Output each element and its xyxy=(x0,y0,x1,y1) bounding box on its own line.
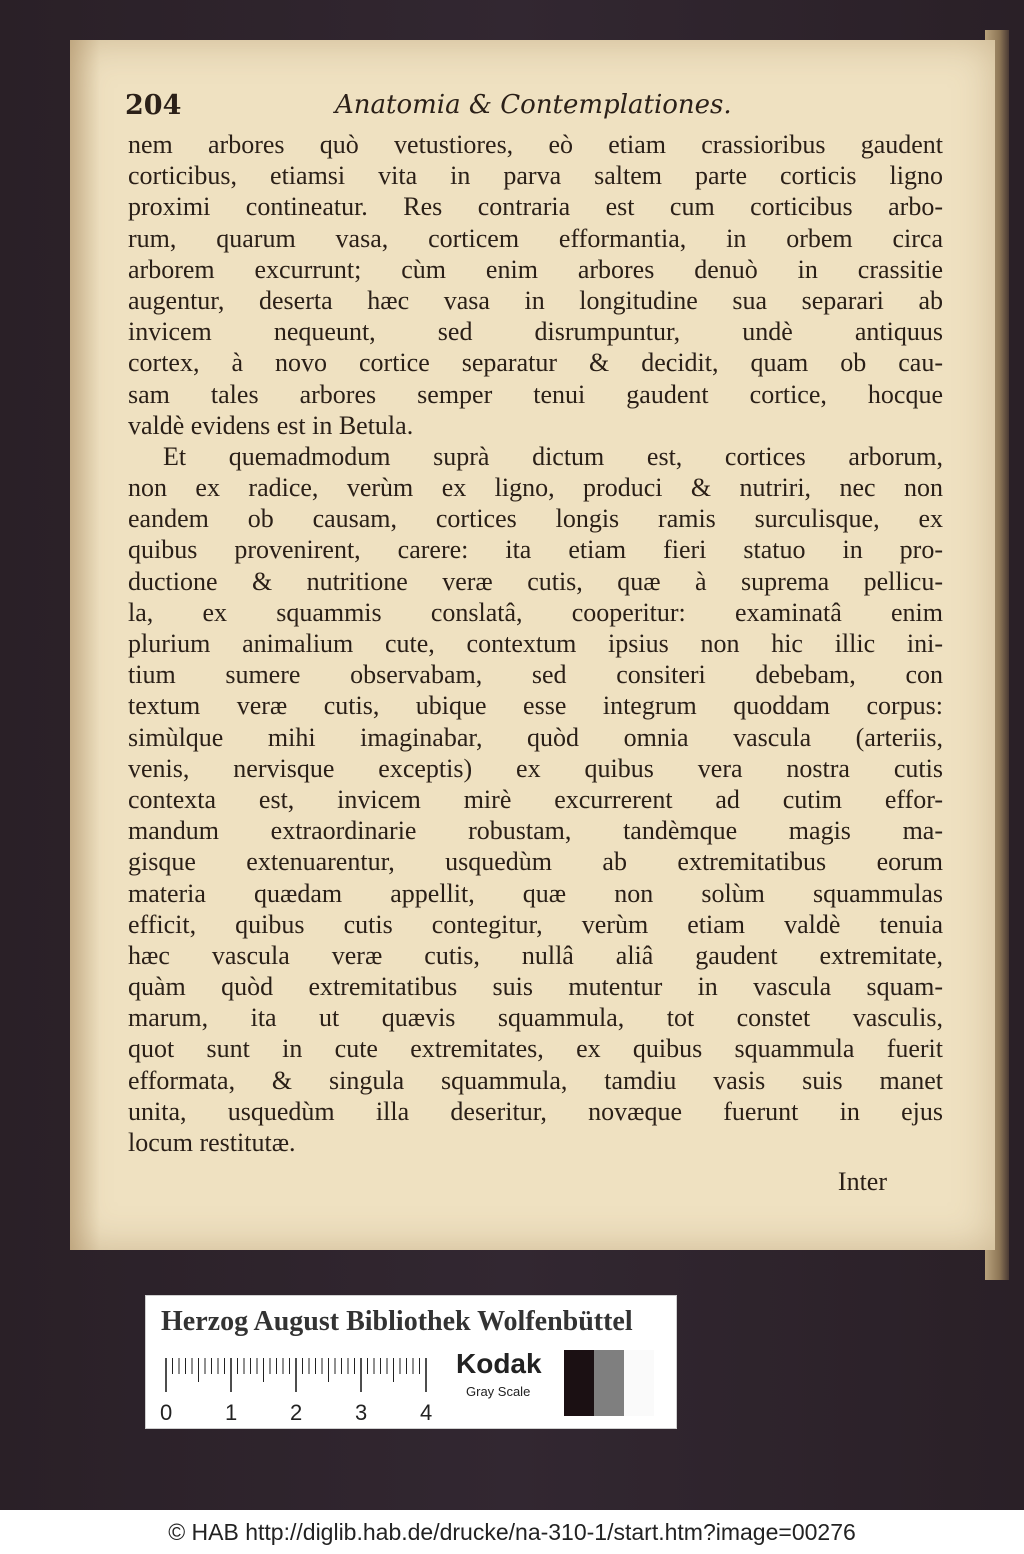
text-line: venis, nervisque exceptis) ex quibus vera nostra cutis xyxy=(128,753,943,783)
footer-credit: © HAB http://diglib.hab.de/drucke/na-310-1/start.htm?image=00276 xyxy=(0,1510,1024,1554)
text-line: quot sunt in cute extremitates, ex quibus squammula fuerit xyxy=(128,1034,943,1064)
text-line: eandem ob causam, cortices longis ramis surculisque, ex xyxy=(128,504,943,534)
ruler-label: 0 xyxy=(160,1400,173,1425)
text-line: rum, quarum vasa, corticem efformantia, in orbem circa xyxy=(128,223,943,253)
text-line: nem arbores quò vetustiores, eò etiam crassioribus gaudent xyxy=(128,130,943,159)
text-line: sam tales arbores semper tenui gaudent cortice, hocque xyxy=(128,379,943,409)
text-line: marum, ita ut quævis squammula, tot constet vasculis, xyxy=(128,1003,943,1033)
gray-swatch xyxy=(594,1350,624,1416)
text-line: augentur, deserta hæc vasa in longitudine sua separari ab xyxy=(128,285,943,315)
text-line: non ex radice, verùm ex ligno, produci & nutriri, nec non xyxy=(128,473,943,503)
text-line: invicem nequeunt, sed disrumpuntur, undè antiquus xyxy=(128,317,943,347)
book-page xyxy=(70,40,995,1250)
ruler-label: 3 xyxy=(355,1400,368,1425)
text-line: efficit, quibus cutis contegitur, verùm etiam valdè tenuia xyxy=(128,909,943,939)
catchword: Inter xyxy=(837,1167,887,1196)
text-line: hæc vascula veræ cutis, nullâ aliâ gaudent extremitate, xyxy=(128,940,943,970)
ruler-labels xyxy=(154,1400,444,1426)
ruler-scale xyxy=(164,1358,434,1394)
text-line: locum restitutæ. xyxy=(128,1128,296,1157)
text-line: contexta est, invicem mirè excurrerent ad cutim effor- xyxy=(128,784,943,814)
text-line: materia quædam appellit, quæ non solùm squammulas xyxy=(128,878,943,908)
page-header xyxy=(125,90,945,130)
text-line: unita, usquedùm illa deseritur, novæque fuerunt in ejus xyxy=(128,1096,943,1126)
kodak-logo: Kodak xyxy=(456,1348,542,1379)
gray-swatch xyxy=(564,1350,594,1416)
text-line: valdè evidens est in Betula. xyxy=(128,410,414,440)
text-line: plurium animalium cute, contextum ipsius non hic illic ini- xyxy=(128,629,943,658)
text-line: cortex, à novo cortice separatur & decidit, quam ob cau- xyxy=(128,348,943,378)
page-number: 204 xyxy=(125,90,182,121)
gray-scale-label: Gray Scale xyxy=(466,1384,531,1399)
text-line: ductione & nutritione veræ cutis, quæ à suprema pellicu- xyxy=(128,566,943,596)
text-line: quibus provenirent, carere: ita etiam fieri statuo in pro- xyxy=(128,535,943,565)
text-line: corticibus, etiamsi vita in parva saltem parte corticis ligno xyxy=(128,161,943,191)
ruler-label: 1 xyxy=(225,1400,238,1425)
color-calibration-card xyxy=(145,1295,677,1429)
text-line: quàm quòd extremitatibus suis mutentur in vascula squam- xyxy=(128,972,943,1002)
text-line: efformata, & singula squammula, tamdiu vasis suis manet xyxy=(128,1065,943,1095)
text-line: arborem excurrunt; cùm enim arbores denuò in crassitie xyxy=(128,254,943,284)
library-name: Herzog August Bibliothek Wolfenbüttel xyxy=(161,1306,633,1337)
text-line: gisque extenuarentur, usquedùm ab extremitatibus eorum xyxy=(128,847,943,877)
running-head: Anatomia & Contemplationes. xyxy=(335,90,732,120)
text-line: la, ex squammis conslatâ, cooperitur: examinatâ enim xyxy=(128,597,943,627)
ruler-label: 2 xyxy=(290,1400,303,1425)
text-line: Et quemadmodum suprà dictum est, cortices arborum, xyxy=(163,441,943,471)
ruler-label: 4 xyxy=(420,1400,433,1425)
text-line: proximi contineatur. Res contraria est cum corticibus arbo- xyxy=(128,192,943,222)
text-line: tium sumere observabam, sed consiteri debebam, con xyxy=(128,660,943,690)
text-line: textum veræ cutis, ubique esse integrum quoddam corpus: xyxy=(128,691,943,721)
gray-swatch xyxy=(624,1350,654,1416)
body-text xyxy=(128,129,943,1158)
text-line: simùlque mihi imaginabar, quòd omnia vascula (arteriis, xyxy=(128,722,943,752)
text-line: mandum extraordinarie robustam, tandèmque magis ma- xyxy=(128,816,943,846)
gray-scale-swatches xyxy=(564,1350,654,1416)
